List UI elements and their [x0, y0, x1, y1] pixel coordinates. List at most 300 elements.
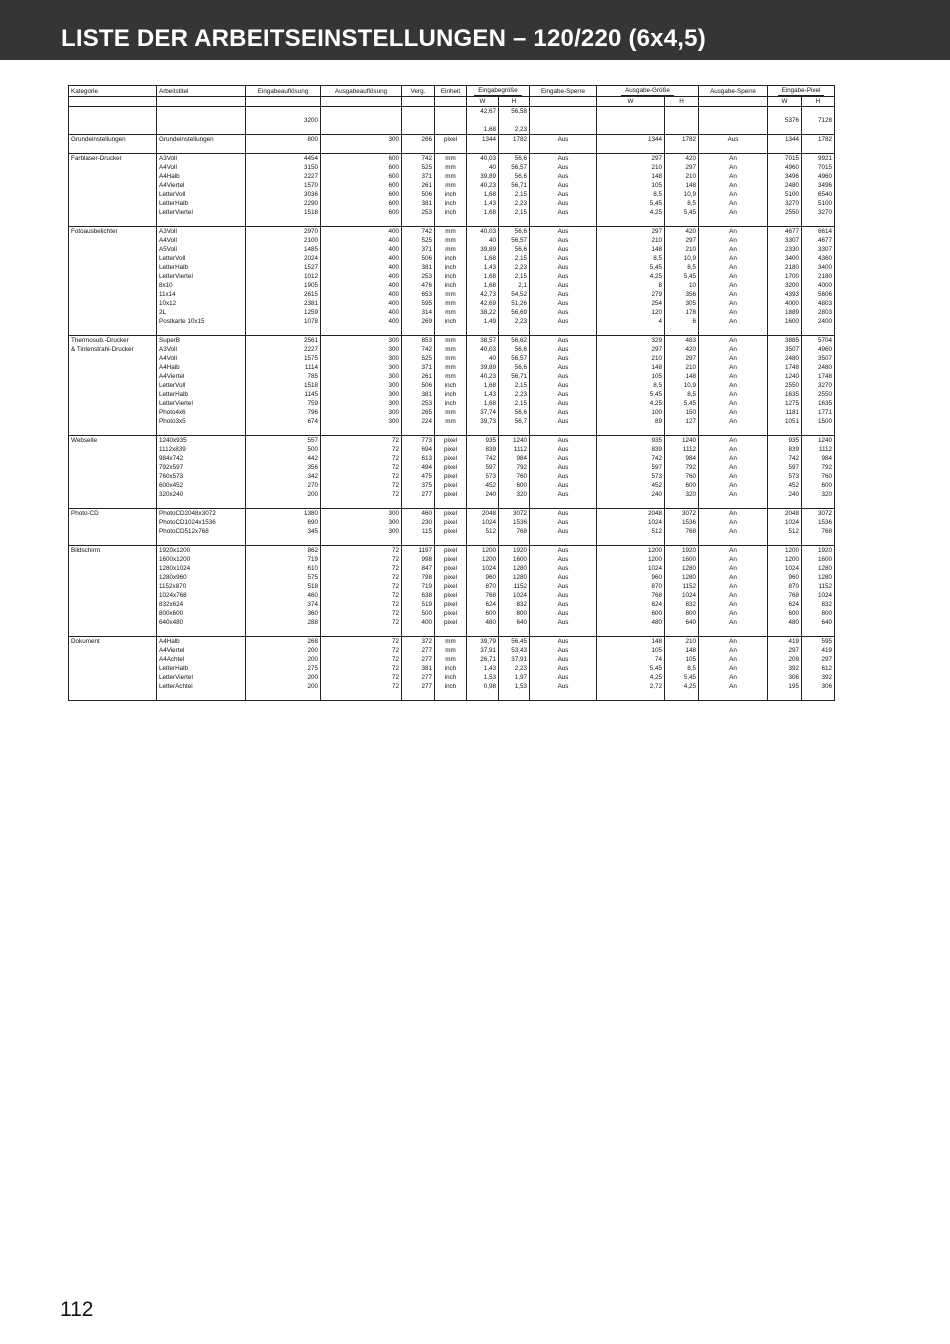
table-cell: 612 — [802, 664, 835, 673]
table-cell: 1600x1200 — [157, 555, 246, 564]
table-cell: 8,5 — [665, 199, 699, 208]
table-cell: 72 — [321, 463, 402, 472]
table-cell: 72 — [321, 646, 402, 655]
table-cell: Aus — [530, 555, 597, 564]
table-cell: mm — [435, 299, 467, 308]
table-cell: 1112 — [499, 445, 530, 454]
table-cell: 4,25 — [597, 272, 665, 281]
table-cell: 297 — [768, 646, 802, 655]
table-cell: 254 — [597, 299, 665, 308]
table-cell: 148 — [597, 245, 665, 254]
table-cell: 494 — [402, 463, 435, 472]
table-cell: 1024 — [665, 591, 699, 600]
table-cell — [69, 454, 157, 463]
table-cell — [768, 107, 802, 117]
group-spacer — [69, 326, 835, 336]
table-cell: 4677 — [802, 236, 835, 245]
table-cell: 1152 — [499, 582, 530, 591]
table-cell: 3507 — [768, 345, 802, 354]
table-cell: Aus — [530, 381, 597, 390]
table-cell: 1051 — [768, 417, 802, 426]
table-cell: 597 — [768, 463, 802, 472]
table-cell: 1570 — [246, 181, 321, 190]
table-row — [69, 135, 835, 145]
table-cell: 1240x935 — [157, 436, 246, 446]
table-cell: An — [699, 646, 768, 655]
group-spacer — [69, 144, 835, 154]
table-cell: LetterViertel — [157, 208, 246, 217]
table-cell: 1,43 — [467, 263, 499, 272]
table-cell: 2550 — [802, 390, 835, 399]
table-cell: 105 — [597, 372, 665, 381]
table-cell: An — [699, 564, 768, 573]
table-cell — [69, 582, 157, 591]
table-cell: A4Halb — [157, 637, 246, 647]
table-cell: pixel — [435, 454, 467, 463]
table-cell: 300 — [321, 417, 402, 426]
table-cell: 400 — [321, 308, 402, 317]
table-row — [69, 272, 835, 281]
table-cell: 371 — [402, 172, 435, 181]
table-cell: 105 — [665, 655, 699, 664]
table-cell: 56,71 — [499, 181, 530, 190]
table-cell: 600 — [321, 208, 402, 217]
table-cell — [69, 245, 157, 254]
table-row — [69, 555, 835, 564]
table-cell: 2330 — [768, 245, 802, 254]
table-cell: 39,73 — [467, 417, 499, 426]
table-cell — [665, 116, 699, 125]
table-row — [69, 682, 835, 691]
table-cell: 268 — [246, 637, 321, 647]
table-cell: mm — [435, 372, 467, 381]
table-cell: 300 — [321, 336, 402, 346]
table-cell: Aus — [530, 655, 597, 664]
table-cell: Aus — [530, 436, 597, 446]
table-cell: An — [699, 436, 768, 446]
table-cell: inch — [435, 281, 467, 290]
table-cell: pixel — [435, 546, 467, 556]
table-cell: 210 — [665, 637, 699, 647]
table-cell: 573 — [597, 472, 665, 481]
table-cell: 210 — [665, 363, 699, 372]
table-cell: 1145 — [246, 390, 321, 399]
table-cell: 72 — [321, 591, 402, 600]
table-cell: 253 — [402, 208, 435, 217]
table-cell: 375 — [402, 481, 435, 490]
table-cell: 1240 — [499, 436, 530, 446]
table-cell: 1240 — [665, 436, 699, 446]
table-cell: 1024 — [467, 518, 499, 527]
table-cell: 1536 — [499, 518, 530, 527]
table-cell: 56,6 — [499, 172, 530, 181]
table-cell: Aus — [530, 481, 597, 490]
table-cell: 38,22 — [467, 308, 499, 317]
table-cell — [69, 417, 157, 426]
table-cell: 839 — [768, 445, 802, 454]
table-cell: 56,6 — [499, 363, 530, 372]
table-row — [69, 463, 835, 472]
table-row — [69, 345, 835, 354]
table-cell: 240 — [467, 490, 499, 499]
table-cell: 792 — [665, 463, 699, 472]
table-cell: 640 — [665, 618, 699, 627]
table-row — [69, 582, 835, 591]
table-cell: 3400 — [768, 254, 802, 263]
table-cell: 4677 — [768, 227, 802, 237]
table-cell: An — [699, 591, 768, 600]
table-cell: 297 — [597, 154, 665, 164]
table-cell: 8,5 — [665, 263, 699, 272]
table-cell: 800 — [802, 609, 835, 618]
table-cell: 1600 — [665, 555, 699, 564]
table-cell: 1259 — [246, 308, 321, 317]
table-cell: 74 — [597, 655, 665, 664]
table-row — [69, 236, 835, 245]
table-cell: 870 — [597, 582, 665, 591]
table-cell: pixel — [435, 564, 467, 573]
table-cell — [69, 116, 157, 125]
table-cell: 4960 — [768, 163, 802, 172]
table-cell: 261 — [402, 181, 435, 190]
table-row — [69, 317, 835, 326]
table-cell: 53,43 — [499, 646, 530, 655]
table-cell: 345 — [246, 527, 321, 536]
table-cell: 1,68 — [467, 381, 499, 390]
table-cell: 518 — [246, 582, 321, 591]
table-cell: 51,26 — [499, 299, 530, 308]
table-cell: 210 — [665, 172, 699, 181]
table-cell: 5,45 — [665, 399, 699, 408]
table-cell: An — [699, 417, 768, 426]
table-cell: 768 — [665, 527, 699, 536]
table-cell: 525 — [402, 236, 435, 245]
table-cell: 38,57 — [467, 336, 499, 346]
table-cell: Aus — [530, 573, 597, 582]
table-cell: Aus — [530, 299, 597, 308]
table-cell: 839 — [467, 445, 499, 454]
table-cell: 297 — [597, 227, 665, 237]
col-eingabegroesse-h: H — [499, 97, 530, 107]
table-row — [69, 290, 835, 299]
table-cell — [69, 281, 157, 290]
table-cell: 288 — [246, 618, 321, 627]
table-cell: 1748 — [768, 363, 802, 372]
table-cell: 56,45 — [499, 637, 530, 647]
table-cell: 5,45 — [597, 390, 665, 399]
table-cell: 39,79 — [467, 637, 499, 647]
table-cell: inch — [435, 381, 467, 390]
table-cell: 1889 — [768, 308, 802, 317]
table-cell: PhotoCD1024x1536 — [157, 518, 246, 527]
table-cell: 3270 — [802, 381, 835, 390]
table-cell: 960 — [768, 573, 802, 582]
table-cell: 2100 — [246, 236, 321, 245]
table-cell: 56,71 — [499, 372, 530, 381]
col-einheit: Einheit — [435, 86, 467, 97]
table-cell: LetterAchtel — [157, 682, 246, 691]
table-cell: 2,23 — [499, 125, 530, 135]
table-cell: 2803 — [802, 308, 835, 317]
table-cell: pixel — [435, 591, 467, 600]
table-row — [69, 609, 835, 618]
table-cell: 253 — [402, 272, 435, 281]
table-cell: 832 — [499, 600, 530, 609]
table-cell: 56,57 — [499, 354, 530, 363]
table-cell: Aus — [530, 673, 597, 682]
table-cell: An — [699, 664, 768, 673]
table-cell: 8,5 — [665, 390, 699, 399]
table-cell: 392 — [802, 673, 835, 682]
table-cell: 275 — [246, 664, 321, 673]
table-cell: 230 — [402, 518, 435, 527]
table-row — [69, 263, 835, 272]
table-cell: 400 — [321, 263, 402, 272]
table-cell: 525 — [402, 163, 435, 172]
table-row — [69, 336, 835, 346]
table-cell: 573 — [467, 472, 499, 481]
table-cell: 3200 — [246, 116, 321, 125]
table-cell: 4,25 — [597, 673, 665, 682]
table-cell: 3036 — [246, 190, 321, 199]
table-cell: 742 — [768, 454, 802, 463]
table-cell: 768 — [467, 591, 499, 600]
table-cell: 6540 — [802, 190, 835, 199]
table-cell: 742 — [597, 454, 665, 463]
table-cell: mm — [435, 417, 467, 426]
table-cell — [402, 116, 435, 125]
table-cell: An — [699, 308, 768, 317]
table-cell: Aus — [530, 317, 597, 326]
table-cell: 148 — [597, 363, 665, 372]
table-cell: pixel — [435, 490, 467, 499]
table-cell: 72 — [321, 600, 402, 609]
table-cell: 832 — [802, 600, 835, 609]
table-cell: 506 — [402, 254, 435, 263]
table-cell: An — [699, 390, 768, 399]
table-cell: 72 — [321, 655, 402, 664]
table-cell: 1635 — [768, 390, 802, 399]
table-cell: Aus — [530, 290, 597, 299]
table-cell: 72 — [321, 436, 402, 446]
table-cell — [802, 107, 835, 117]
table-cell: 935 — [597, 436, 665, 446]
table-cell: 5100 — [768, 190, 802, 199]
table-cell: 419 — [802, 646, 835, 655]
table-cell: 320 — [665, 490, 699, 499]
table-cell: An — [699, 655, 768, 664]
table-cell: An — [699, 463, 768, 472]
table-cell: 1344 — [467, 135, 499, 145]
group-spacer — [69, 426, 835, 436]
table-cell — [321, 116, 402, 125]
table-cell: 768 — [499, 527, 530, 536]
table-cell: 557 — [246, 436, 321, 446]
table-cell: mm — [435, 172, 467, 181]
table-cell: Aus — [530, 372, 597, 381]
table-cell — [69, 263, 157, 272]
table-cell: 3072 — [499, 509, 530, 519]
table-cell: 356 — [246, 463, 321, 472]
table-cell: 1771 — [802, 408, 835, 417]
table-cell: LetterHalb — [157, 664, 246, 673]
table-cell: Aus — [530, 637, 597, 647]
table-cell: 5,45 — [665, 272, 699, 281]
table-cell: 792 — [499, 463, 530, 472]
table-cell: 674 — [246, 417, 321, 426]
table-cell — [69, 354, 157, 363]
table-cell: An — [699, 490, 768, 499]
table-cell: 4454 — [246, 154, 321, 164]
table-cell: 600 — [467, 609, 499, 618]
table-cell: 998 — [402, 555, 435, 564]
table-cell: 500 — [246, 445, 321, 454]
table-cell: 5606 — [802, 290, 835, 299]
table-cell — [69, 290, 157, 299]
table-cell: 300 — [321, 354, 402, 363]
table-row — [69, 600, 835, 609]
table-cell: 2048 — [597, 509, 665, 519]
table-cell: 40,03 — [467, 227, 499, 237]
table-cell: inch — [435, 682, 467, 691]
table-cell: inch — [435, 673, 467, 682]
table-cell: LetterViertel — [157, 673, 246, 682]
table-cell: 5100 — [802, 199, 835, 208]
table-cell: 400 — [321, 299, 402, 308]
table-cell: 2227 — [246, 172, 321, 181]
table-cell: 72 — [321, 472, 402, 481]
table-cell: 400 — [321, 290, 402, 299]
table-cell: mm — [435, 181, 467, 190]
table-cell — [69, 125, 157, 135]
table-cell: inch — [435, 254, 467, 263]
table-cell: 56,69 — [499, 308, 530, 317]
table-cell: Photo-CD — [69, 509, 157, 519]
table-cell: 785 — [246, 372, 321, 381]
table-cell: 381 — [402, 390, 435, 399]
table-cell: An — [699, 245, 768, 254]
table-cell: 72 — [321, 481, 402, 490]
table-row — [69, 454, 835, 463]
table-cell — [157, 107, 246, 117]
table-cell: An — [699, 582, 768, 591]
table-cell — [69, 181, 157, 190]
table-cell: 6 — [665, 317, 699, 326]
table-cell: 300 — [321, 363, 402, 372]
table-cell: 1344 — [597, 135, 665, 145]
table-cell: Grundeinstellungen — [157, 135, 246, 145]
table-cell: 1024 — [467, 564, 499, 573]
table-cell: 7015 — [768, 154, 802, 164]
table-row — [69, 181, 835, 190]
table-cell: 2,23 — [499, 390, 530, 399]
table-cell: 148 — [665, 181, 699, 190]
table-cell: 610 — [246, 564, 321, 573]
table-cell: pixel — [435, 135, 467, 145]
table-cell: 742 — [402, 154, 435, 164]
table-cell: 381 — [402, 199, 435, 208]
table-cell: 42,67 — [467, 107, 499, 117]
table-cell: 519 — [402, 600, 435, 609]
table-cell — [699, 125, 768, 135]
table-cell: LetterHalb — [157, 390, 246, 399]
table-cell — [157, 125, 246, 135]
table-cell: 1112 — [802, 445, 835, 454]
col-eingabe-pixel — [768, 86, 835, 97]
table-cell: 392 — [768, 664, 802, 673]
table-cell: An — [699, 673, 768, 682]
table-cell: 1200 — [768, 555, 802, 564]
table-cell: 1280 — [499, 564, 530, 573]
table-cell: 1,49 — [467, 317, 499, 326]
table-cell: 870 — [467, 582, 499, 591]
table-row — [69, 190, 835, 199]
table-cell — [69, 399, 157, 408]
table-cell: 1600 — [802, 555, 835, 564]
table-cell — [69, 308, 157, 317]
table-cell: 200 — [246, 673, 321, 682]
table-cell: 210 — [665, 245, 699, 254]
table-cell: Aus — [530, 390, 597, 399]
table-cell: 10x12 — [157, 299, 246, 308]
table-cell: Aus — [530, 463, 597, 472]
table-cell: 4,25 — [597, 399, 665, 408]
table-cell: pixel — [435, 600, 467, 609]
table-row — [69, 481, 835, 490]
table-cell: pixel — [435, 436, 467, 446]
table-cell — [69, 363, 157, 372]
table-cell: 600 — [321, 154, 402, 164]
table-cell: Fotoausbelichter — [69, 227, 157, 237]
table-cell: 2970 — [246, 227, 321, 237]
table-cell — [69, 317, 157, 326]
table-cell: 37,91 — [467, 646, 499, 655]
table-cell: 89 — [597, 417, 665, 426]
table-cell: 3496 — [802, 181, 835, 190]
table-cell: 1,68 — [467, 272, 499, 281]
table-cell: pixel — [435, 555, 467, 564]
table-cell: An — [699, 281, 768, 290]
table-cell: 2480 — [768, 181, 802, 190]
table-cell: mm — [435, 227, 467, 237]
table-cell: 1024 — [802, 591, 835, 600]
table-cell: An — [699, 199, 768, 208]
table-row — [69, 372, 835, 381]
table-cell: 1600 — [499, 555, 530, 564]
table-cell: 40,23 — [467, 372, 499, 381]
table-cell: 420 — [665, 345, 699, 354]
table-cell: 400 — [321, 272, 402, 281]
table-cell: 1,97 — [499, 673, 530, 682]
table-cell: A3Voll — [157, 345, 246, 354]
table-cell: 3307 — [768, 236, 802, 245]
table-cell: 5,45 — [665, 673, 699, 682]
table-cell: Aus — [530, 227, 597, 237]
table-cell: Photo4x6 — [157, 408, 246, 417]
table-cell: 1280x960 — [157, 573, 246, 582]
table-cell: 768 — [768, 591, 802, 600]
table-cell: 600 — [597, 609, 665, 618]
col-ausgabe-groesse-label: Ausgabe-Größe — [621, 86, 674, 96]
table-cell: 420 — [665, 227, 699, 237]
table-cell: 40,03 — [467, 154, 499, 164]
table-cell: Aus — [530, 190, 597, 199]
table-cell — [69, 490, 157, 499]
table-cell — [69, 190, 157, 199]
table-cell: 400 — [402, 618, 435, 627]
table-cell — [69, 372, 157, 381]
table-cell — [246, 107, 321, 117]
